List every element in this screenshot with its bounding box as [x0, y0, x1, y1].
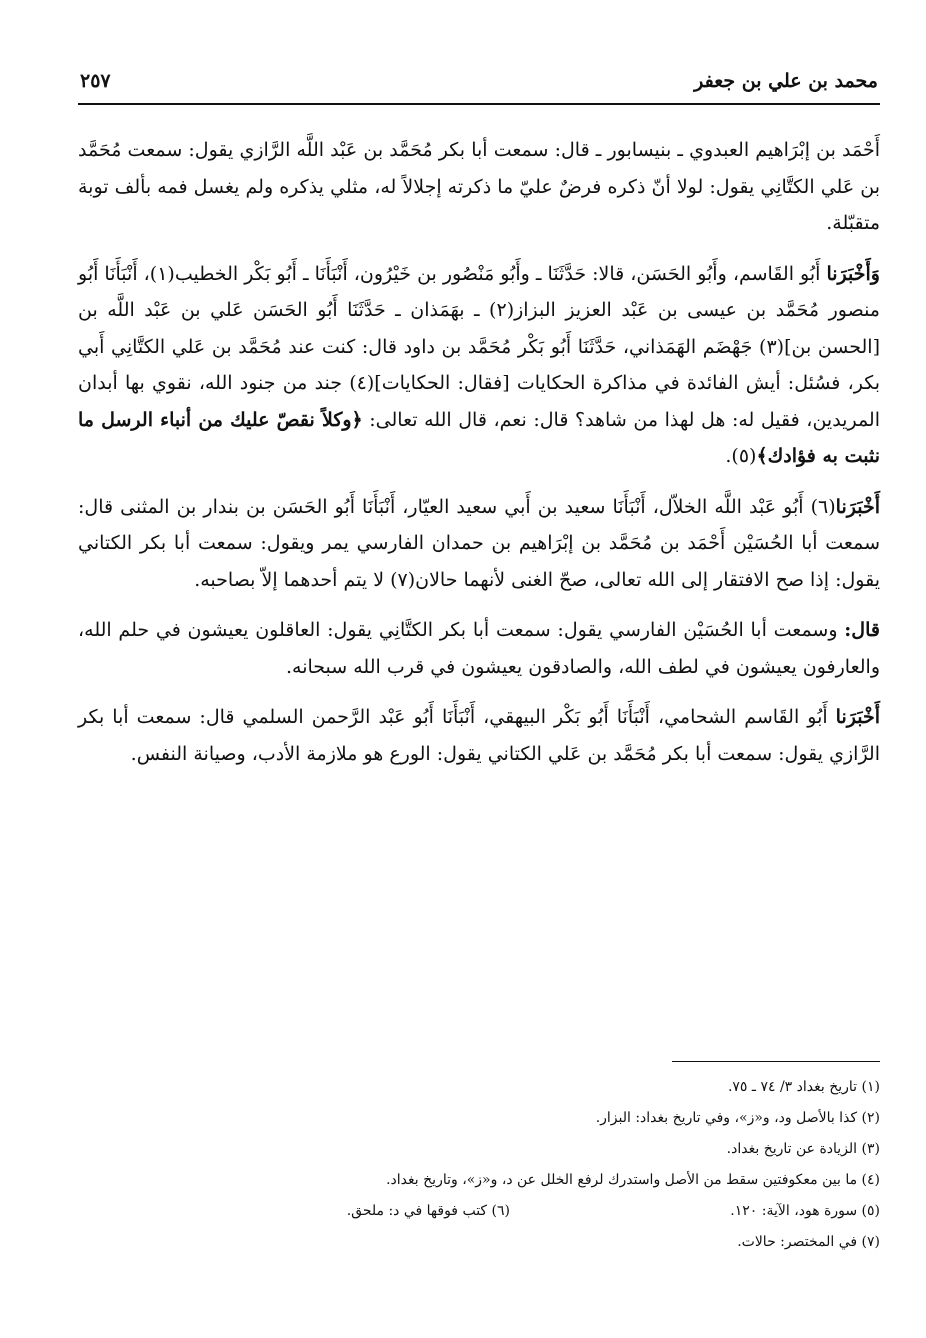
footnote-4: (٤) ما بين معكوفتين سقط من الأصل واستدرك لرفع الخلل عن د، و«ز»، وتاريخ بغداد.: [386, 1172, 880, 1188]
paragraph-text-end: (٥).: [725, 445, 757, 467]
paragraph-1: [78, 132, 880, 242]
paragraph-5: [78, 699, 880, 772]
footnote-5: (٥) سورة هود، الآية: ١٢٠.: [730, 1203, 880, 1219]
footnote-1: (١) تاريخ بغداد ٣/ ٧٤ ـ ٧٥.: [727, 1079, 880, 1095]
paragraph-lead: وَأَخْبَرَنا: [826, 262, 880, 285]
paragraph-3: [78, 489, 880, 599]
paragraph-lead: أَخْبَرَنا: [835, 706, 880, 728]
paragraph-text: أَبُو القَاسم، وأَبُو الحَسَن، قالا: حَدَّثَنَا ـ وأَبُو مَنْصُور بن خَيْرُون، أَنْبَأَنَا ـ أَبُو بَكْر الخطيب(١)، أَنْبَأَنَا أَبُو منصور مُحَمَّد بن عيسى بن عَبْد العزيز البزاز(٢) ـ بهَمَذان ـ حَدَّثَنَا أَبُو الحَسَن عَلي بن عَبْد اللَّه بن [الحسن بن](٣) جَهْضَم الهَمَذاني، حَدَّثَنَا أَبُو بَكْر مُحَمَّد بن داود قال: كنت عند مُحَمَّد بن عَلي الكتَّانِي أَبي بكر، فسُئل: أيش الفائدة في مذاكرة الحكايات [فقال: الحكايات](٤) جند من جنود الله، نقوي بها أبدان المريدين، فقيل له: هل لهذا من شاهد؟ قال: نعم، قال الله تعالى:: [78, 262, 880, 431]
header-rule: [78, 103, 880, 105]
paragraph-text: وسمعت أبا الحُسَيْن الفارسي يقول: سمعت أبا بكر الكتَّانِي يقول: العاقلون يعيشون في حلم الله، والعارفون يعيشون في لطف الله، والصادقون يعيشون في قرب الله سبحانه.: [78, 619, 880, 678]
footnote-3: (٣) الزيادة عن تاريخ بغداد.: [726, 1141, 880, 1157]
footnote-2: (٢) كذا بالأصل ود، و«ز»، وفي تاريخ بغداد: البزار.: [595, 1110, 880, 1126]
footnote-7: (٧) في المختصر: حالات.: [737, 1234, 880, 1250]
main-text: [78, 132, 880, 786]
paragraph-lead: أَخْبَرَنا: [835, 495, 880, 518]
page-header: [80, 64, 878, 98]
footnotes: [78, 1072, 880, 1258]
footnote-row: [78, 1196, 880, 1227]
footnote-rule: [672, 1061, 880, 1062]
footnote-6: (٦) كتب فوقها في د: ملحق.: [346, 1203, 510, 1219]
paragraph-4: [78, 612, 880, 685]
running-title: محمد بن علي بن جعفر: [694, 70, 878, 92]
paragraph-lead: قال:: [844, 619, 880, 641]
paragraph-text: أَبُو القَاسم الشحامي، أَنْبَأَنَا أَبُو بَكْر البيهقي، أَنْبَأَنَا أَبُو عَبْد الرَّحمن السلمي قال: سمعت أبا بكر الرَّازي يقول: سمعت أبا بكر مُحَمَّد بن عَلي الكتاني يقول: الورع هو ملازمة الأدب، وصيانة النفس.: [78, 706, 880, 765]
quran-verse: ﴿وكلاً نقصّ عليك من أنباء الرسل ما نثبت به فؤادك﴾: [78, 408, 880, 467]
paragraph-text: أَحْمَد بن إبْرَاهيم العبدوي ـ بنيسابور ـ قال: سمعت أبا بكر مُحَمَّد بن عَبْد اللَّه الرَّازي يقول: سمعت مُحَمَّد بن عَلي الكتَّانِي يقول: لولا أنّ ذكره فرضٌ عليّ ما ذكرته إجلالاً له، مثلي يذكره ولم يغسل فمه بألف توبة متقبّلة.: [78, 139, 880, 234]
page-number: ٢٥٧: [80, 70, 111, 92]
paragraph-text: (٦) أَبُو عَبْد اللَّه الخلاّل، أَنْبَأَنَا سعيد بن أَبي سعيد العيّار، أَنْبَأَنَا أَبُو الحَسَن بن بندار بن المثنى قال: سمعت أبا الحُسَيْن أَحْمَد بن مُحَمَّد بن إبْرَاهيم بن حمدان الفارسي يمر ويقول: سمعت أبا بكر الكتاني يقول: إذا صح الافتقار إلى الله تعالى، صحّ الغنى لأنهما حالان(٧) لا يتم أحدهما إلاّ بصاحبه.: [78, 495, 880, 591]
paragraph-2: [78, 256, 880, 475]
